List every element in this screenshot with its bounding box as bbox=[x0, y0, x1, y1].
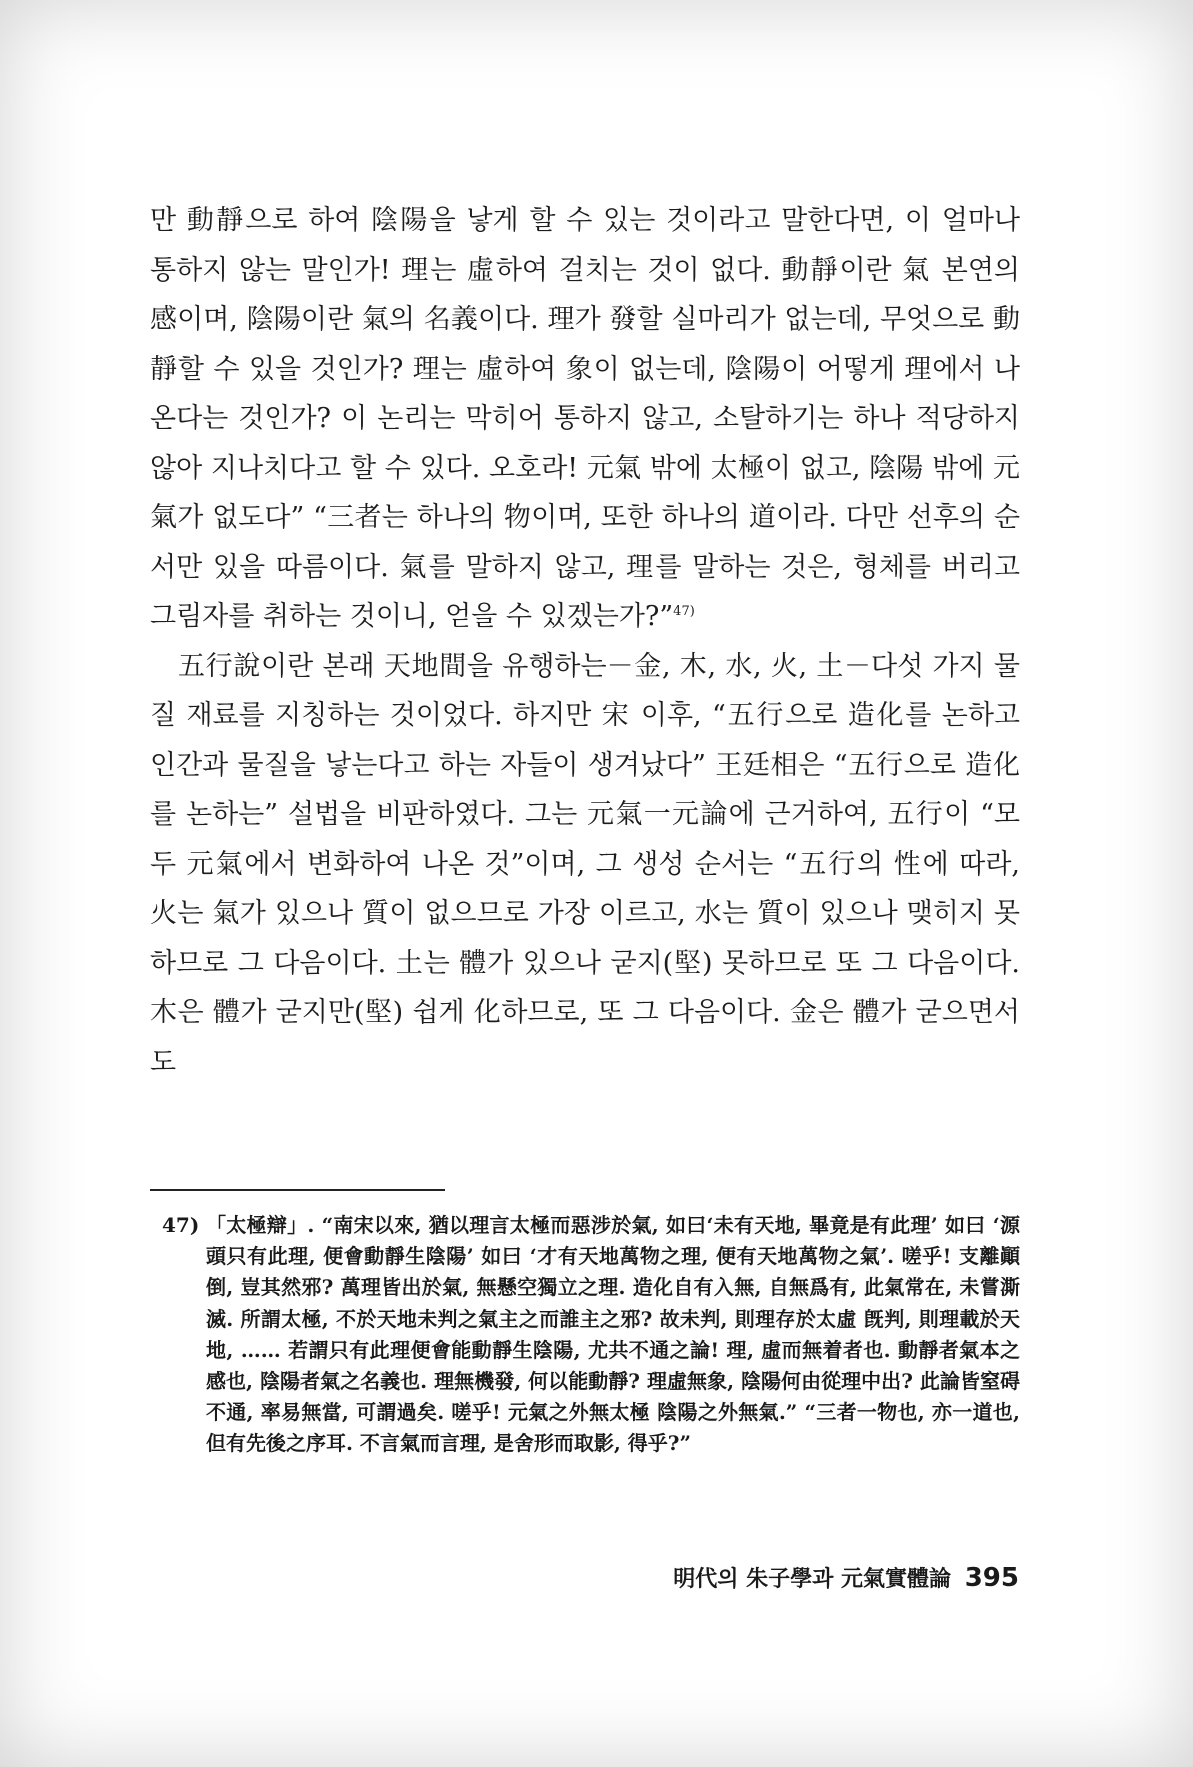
body-paragraph-1 bbox=[150, 196, 1020, 642]
running-footer bbox=[673, 1562, 1019, 1593]
footnote-text: 「太極辯」. “南宋以來, 猶以理言太極而惡涉於氣, 如曰‘未有天地, 畢竟是有此理’ 如曰 ‘源頭只有此理, 便會動靜生陰陽’ 如曰 ‘才有天地萬物之理, 便有天地萬物之氣’. 嗟乎! 支離顚倒, 豈其然邪? 萬理皆出於氣, 無懸空獨立之理. 造化自有入無, 自無爲有, 此氣常在, 未嘗澌滅. 所謂太極, 不於天地未判之氣主之而誰主之邪? 故未判, 則理存於太虛 旣判, 則理載於天地, …… 若謂只有此理便會能動靜生陰陽, 尤共不通之論! 理, 虛而無着者也. 動靜者氣本之感也, 陰陽者氣之名義也. 理無機發, 何以能動靜? 理虛無象, 陰陽何由從理中出? 此論皆窒碍不通, 率易無當, 可謂過矣. 嗟乎! 元氣之外無太極 陰陽之外無氣.” “三者一物也, 亦一道也, 但有先後之序耳. 不言氣而言理, 是舍形而取影, 得乎?” bbox=[206, 1213, 1020, 1456]
body-paragraph-2: 五行說이란 본래 天地間을 유행하는－金, 木, 水, 火, 土－다섯 가지 물질 재료를 지칭하는 것이었다. 하지만 宋 이후, “五行으로 造化를 논하고 인간과 물질을 낳는다고 하는 자들이 생겨났다” 王廷相은 “五行으로 造化를 논하는” 설법을 비판하였다. 그는 元氣一元論에 근거하여, 五行이 “모두 元氣에서 변화하여 나온 것”이며, 그 생성 순서는 “五行의 性에 따라, 火는 氣가 있으나 質이 없으므로 가장 이르고, 水는 質이 있으나 맺히지 못하므로 그 다음이다. 土는 體가 있으나 굳지(堅) 못하므로 또 그 다음이다. 木은 體가 굳지만(堅) 쉽게 化하므로, 또 그 다음이다. 金은 體가 굳으면서도 bbox=[150, 650, 1020, 1078]
paragraph-1-text: 만 動靜으로 하여 陰陽을 낳게 할 수 있는 것이라고 말한다면, 이 얼마나 통하지 않는 말인가! 理는 虛하여 걸치는 것이 없다. 動靜이란 氣 본연의 感이며, 陰陽이란 氣의 名義이다. 理가 發할 실마리가 없는데, 무엇으로 動靜할 수 있을 것인가? 理는 虛하여 象이 없는데, 陰陽이 어떻게 理에서 나온다는 것인가? 이 논리는 막히어 통하지 않고, 소탈하기는 하나 적당하지 않아 지나치다고 할 수 있다. 오호라! 元氣 밖에 太極이 없고, 陰陽 밖에 元氣가 없도다” “三者는 하나의 物이며, 또한 하나의 道이라. 다만 선후의 순서만 있을 따름이다. 氣를 말하지 않고, 理를 말하는 것은, 형체를 버리고 그림자를 취하는 것이니, 얻을 수 있겠는가?” bbox=[150, 205, 1020, 632]
running-title: 明代의 朱子學과 元氣實體論 bbox=[673, 1566, 952, 1592]
footnote-number: 47) bbox=[162, 1213, 200, 1237]
main-body-text bbox=[150, 196, 1020, 1087]
footnote-reference-47: 47) bbox=[673, 604, 695, 619]
footnote-47 bbox=[150, 1210, 1020, 1460]
page-number: 395 bbox=[964, 1563, 1019, 1593]
footnote-divider bbox=[150, 1189, 445, 1191]
